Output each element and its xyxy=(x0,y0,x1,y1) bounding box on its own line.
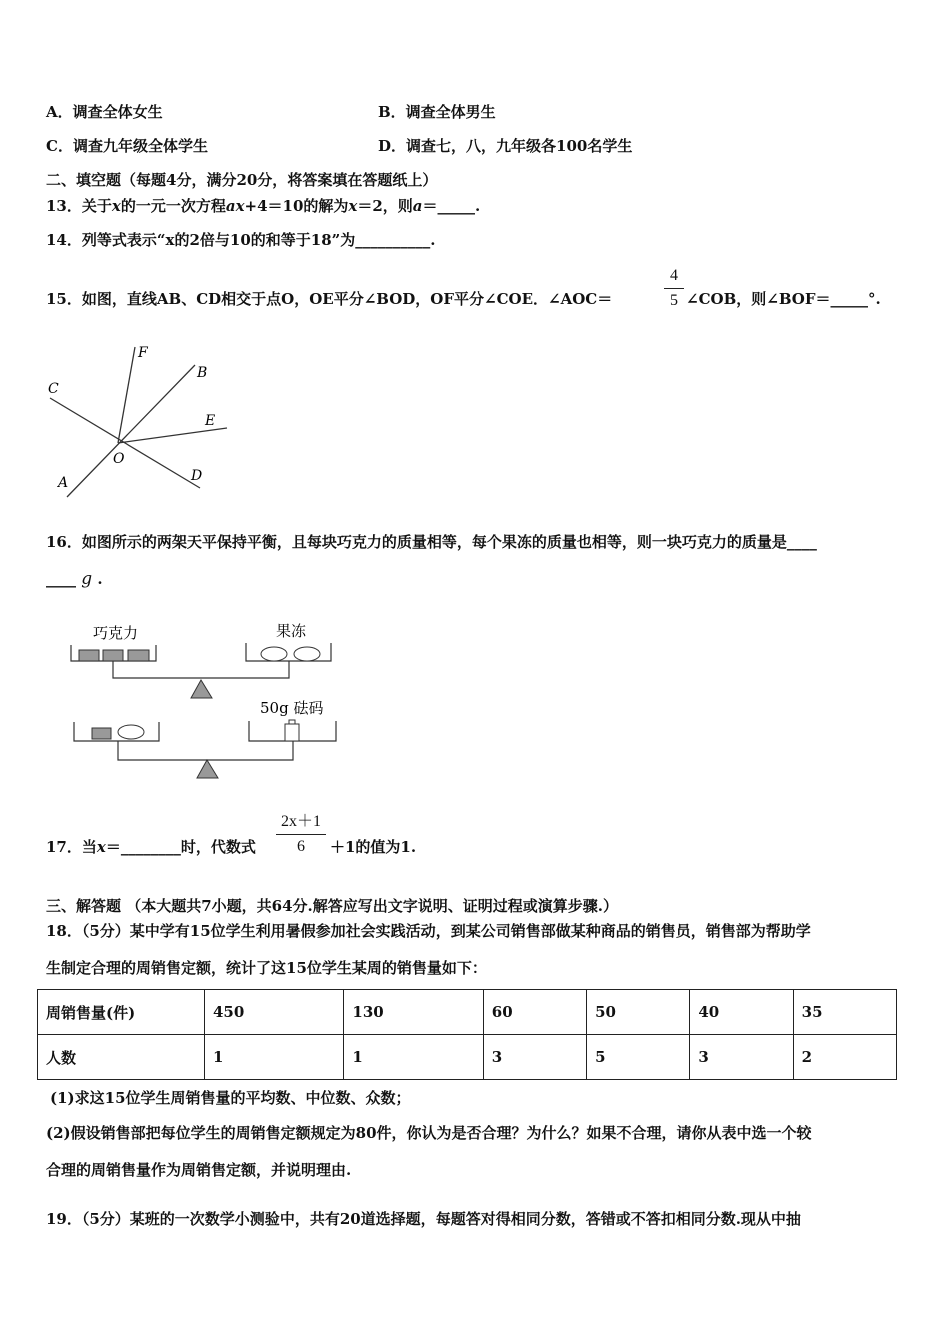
question-18-part1: (1)求这15位学生周销售量的平均数、中位数、众数； xyxy=(50,1089,411,1107)
section3-heading: 三、解答题 （本大题共7小题，共64分.解答应写出文字说明、证明过程或演算步骤.） xyxy=(46,897,618,915)
question-17-part-a xyxy=(46,838,256,856)
question-16-line2 xyxy=(46,570,103,588)
question-15-part-a: 15．如图，直线AB、CD相交于点O，OE平分∠BOD，OF平分∠COE．∠AOC＝ xyxy=(46,290,613,308)
q13-mid3: ＝2，则 xyxy=(357,197,413,215)
question-17-part-c: ＋1的值为1. xyxy=(330,838,417,856)
q15-frac-den: 5 xyxy=(670,292,678,309)
q17-fraction xyxy=(276,812,326,857)
q16-period: . xyxy=(97,570,103,588)
weight-label: 50g 砝码 xyxy=(260,699,324,717)
table-cell: 50 xyxy=(587,990,690,1035)
chocolate-label: 巧克力 xyxy=(93,624,139,642)
table-cell: 3 xyxy=(690,1035,793,1080)
q17-frac-num: 2x＋1 xyxy=(280,813,321,830)
label-c: C xyxy=(48,381,59,397)
table-row xyxy=(38,990,897,1035)
option-b: B．调查全体男生 xyxy=(378,103,496,121)
weight-50g xyxy=(285,724,299,741)
option-a: A．调查全体女生 xyxy=(46,103,163,121)
option-c: C．调查九年级全体学生 xyxy=(46,137,208,155)
q13-expr: ax xyxy=(225,197,245,215)
table-cell: 5 xyxy=(587,1035,690,1080)
beam-2 xyxy=(118,741,293,760)
q17-frac-den: 6 xyxy=(297,838,305,855)
ray-oe xyxy=(118,428,227,443)
q13-x: x xyxy=(111,197,121,215)
label-b: B xyxy=(197,365,208,381)
beam-1 xyxy=(113,661,289,678)
line-cd xyxy=(50,398,203,488)
label-e: E xyxy=(205,413,216,429)
table-cell: 450 xyxy=(205,990,344,1035)
q17-mid: ＝________时，代数式 xyxy=(105,838,256,856)
q16-blank: ____ xyxy=(46,570,76,588)
label-d: D xyxy=(191,468,203,484)
chocolate-block xyxy=(103,650,123,661)
q13-prefix: 13．关于 xyxy=(46,197,112,215)
q17-frac-bar xyxy=(276,834,326,835)
table-row xyxy=(38,1035,897,1080)
table-cell: 60 xyxy=(483,990,586,1035)
q17-prefix: 17．当 xyxy=(46,838,97,856)
q16-unit: g xyxy=(81,569,93,589)
label-o: O xyxy=(113,451,125,467)
option-d: D．调查七，八，九年级各100名学生 xyxy=(378,137,633,155)
angle-figure xyxy=(40,335,240,515)
question-18-line1: 18．（5分）某中学有15位学生利用暑假参加社会实践活动，到某公司销售部做某种商品的销售员，销售部为帮助学 xyxy=(46,922,811,940)
table-cell: 130 xyxy=(344,990,483,1035)
line-ab xyxy=(67,365,195,497)
question-14: 14．列等式表示“x的2倍与10的和等于18”为__________. xyxy=(46,231,436,249)
fulcrum-1 xyxy=(191,680,212,698)
question-19-line1: 19．（5分）某班的一次数学小测验中，共有20道选择题，每题答对得相同分数，答错或不答扣相同分数.现从中抽 xyxy=(46,1210,801,1228)
q13-tail: ＝_____. xyxy=(422,197,481,215)
question-18-part2-line2: 合理的周销售量作为周销售定额，并说明理由. xyxy=(46,1161,352,1179)
q17-x: x xyxy=(96,838,106,856)
label-a: A xyxy=(58,475,69,491)
pan-left-2 xyxy=(74,722,159,741)
sales-table xyxy=(37,989,897,1080)
question-16-line1: 16．如图所示的两架天平保持平衡，且每块巧克力的质量相等，每个果冻的质量也相等，则一块巧克力的质量是____ xyxy=(46,533,817,551)
jelly xyxy=(261,647,287,661)
q13-mid2: +4＝10的解为 xyxy=(244,197,349,215)
table-cell: 1 xyxy=(344,1035,483,1080)
table-cell: 35 xyxy=(793,990,896,1035)
q13-a: a xyxy=(412,197,423,215)
q13-x2: x xyxy=(348,197,358,215)
table-cell: 1 xyxy=(205,1035,344,1080)
chocolate-block xyxy=(79,650,99,661)
question-15-part-b: ∠COB，则∠BOF＝_____°. xyxy=(686,290,881,308)
weight-knob xyxy=(289,720,295,724)
label-f: F xyxy=(138,345,148,361)
table-cell: 人数 xyxy=(38,1035,205,1080)
q15-fraction xyxy=(664,266,684,311)
question-18-line2: 生制定合理的周销售定额，统计了这15位学生某周的销售量如下： xyxy=(46,959,487,977)
q15-frac-bar xyxy=(664,288,684,289)
question-13 xyxy=(46,197,480,215)
q15-frac-num: 4 xyxy=(670,267,678,284)
section2-heading: 二、填空题（每题4分，满分20分，将答案填在答题纸上） xyxy=(46,171,438,189)
chocolate-block xyxy=(128,650,149,661)
table-cell: 3 xyxy=(483,1035,586,1080)
table-cell: 40 xyxy=(690,990,793,1035)
balance-figure xyxy=(60,615,360,790)
chocolate-block xyxy=(92,728,111,739)
fulcrum-2 xyxy=(197,760,218,778)
table-cell: 周销售量(件) xyxy=(38,990,205,1035)
q13-mid1: 的一元一次方程 xyxy=(120,197,226,215)
jelly-label: 果冻 xyxy=(276,622,307,640)
question-18-part2-line1: (2)假设销售部把每位学生的周销售定额规定为80件，你认为是否合理？为什么？如果不合理，请你从表中选一个较 xyxy=(46,1124,812,1142)
jelly xyxy=(118,725,144,739)
table-cell: 2 xyxy=(793,1035,896,1080)
jelly xyxy=(294,647,320,661)
